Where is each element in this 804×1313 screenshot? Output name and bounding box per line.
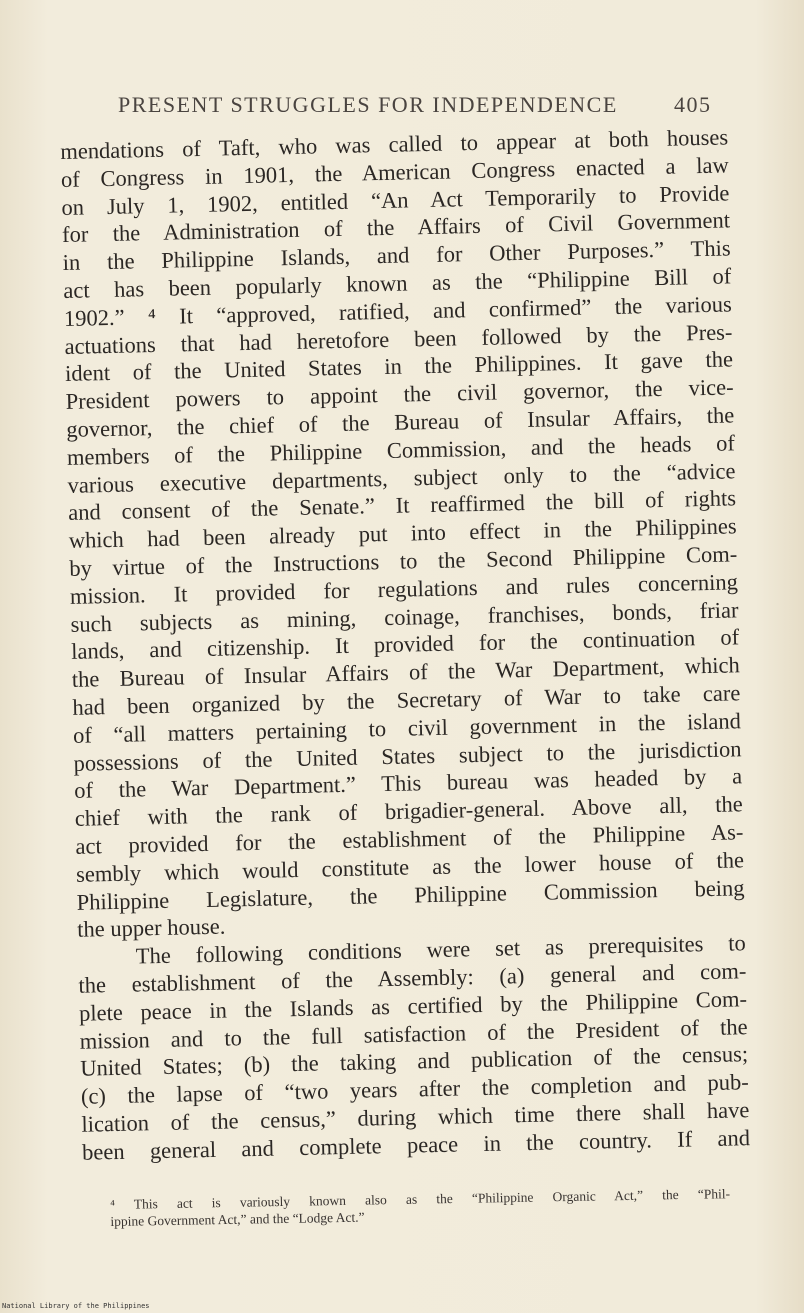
text-line: 1902.” ⁴ It “approved, ratified, and confirmed” the various [63,291,733,331]
text-line: on July 1, 1902, entitled “An Act Temporarily to Provide [61,180,730,220]
text-line: lands, and citizenship. It provided for the continuation of [70,624,740,665]
text-line: possessions of the United States subject to the jurisdiction [73,735,742,776]
text-line: had been organized by the Secretary of War to take care [72,680,741,720]
text-line: of “all matters pertaining to civil government in the island [72,708,742,748]
text-line: by virtue of the Instructions to the Second Philippine Com- [69,541,738,581]
text-line: of Congress in 1901, the American Congress enacted a law [60,152,730,192]
text-line: mission and to the full satisfaction of the President of the [79,1013,748,1054]
text-line: act provided for the establishment of the Philippine As- [75,819,744,859]
page-number: 405 [674,92,712,117]
text-line: President powers to appoint the civil governor, the vice- [65,374,734,415]
footnote [110,1185,730,1230]
text-line: members of the Philippine Commission, and the heads of [66,430,736,470]
text-line: (c) the lapse of “two years after the completion and pub- [80,1069,750,1109]
text-line: governor, the chief of the Bureau of Insular Affairs, the [66,402,735,442]
text-line: plete peace in the Islands as certified by the Philippine Com- [78,985,748,1026]
text-line: chief with the rank of brigadier-general. Above all, the [74,791,743,831]
footnote-line: ⁴ This act is variously known also as the “Philippine Organic Act,” the “Phil- [110,1186,731,1212]
text-line: act has been popularly known as the “Philippine Bill of [63,263,732,303]
text-line: sembly which would constitute as the lower house of the [75,846,745,887]
library-watermark: National Library of the Philippines [2,1302,150,1310]
text-line: United States; (b) the taking and publication of the census; [80,1041,749,1082]
running-head-title: PRESENT STRUGGLES FOR INDEPENDENCE [118,92,618,117]
text-line: for the Administration of the Affairs of Civil Government [61,207,731,248]
text-line: actuations that had heretofore been followed by the Pres- [64,318,733,359]
text-line: in the Philippine Islands, and for Other Purposes.” This [62,235,731,276]
text-line: and consent of the Senate.” It reaffirmed the bill of rights [67,485,737,526]
text-line: various executive departments, subject only to the “advice [67,457,736,498]
body-text [60,123,750,1166]
text-line: Philippine Legislature, the Philippine Commission being [76,874,745,915]
text-line: ident of the United States in the Philippines. It gave the [64,346,734,387]
text-line: mission. It provided for regulations and rules concerning [69,569,739,609]
text-line: of the War Department.” This bureau was headed by a [73,763,743,804]
text-line: lication of the census,” during which time there shall have [81,1097,750,1137]
text-line: The following conditions were set as prerequisites to [135,930,746,969]
text-line: mendations of Taft, who was called to appear at both houses [60,124,729,164]
text-line: the Bureau of Insular Affairs of the War Department, which [71,652,740,693]
text-line: the establishment of the Assembly: (a) general and com- [78,958,747,998]
text-line: which had been already put into effect in the Philippines [68,513,737,554]
text-line: such subjects as mining, coinage, franchises, bonds, friar [70,596,739,637]
text-line: the upper house. [77,913,226,943]
footnote-line: ippine Government Act,” and the “Lodge Act.” [110,1209,365,1229]
running-head [118,92,718,122]
text-line: been general and complete peace in the country. If and [81,1124,751,1165]
